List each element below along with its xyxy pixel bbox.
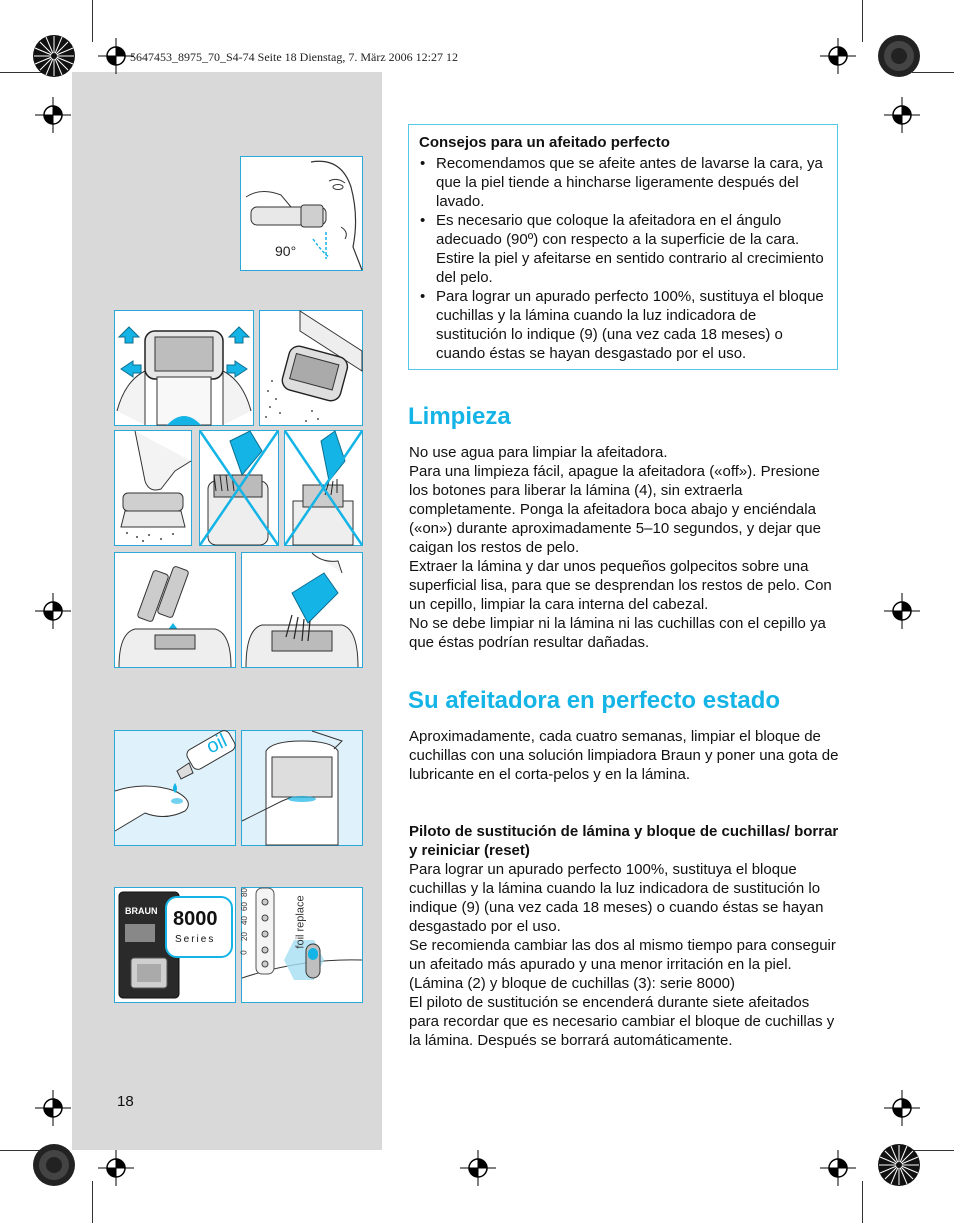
gauge-label-60: 60 <box>239 902 249 911</box>
registration-mark-icon <box>820 1150 856 1186</box>
maintenance-body: Aproximadamente, cada cuatro semanas, limpiar el bloque de cuchillas con una solución limpiadora Braun y poner una gota de lubricante en el corta-pelos y en la lámina. <box>409 728 839 783</box>
registration-mark-icon <box>35 1090 71 1126</box>
tips-title: Consejos para un afeitado perfecto <box>419 134 670 151</box>
trim-mark <box>862 0 863 42</box>
gauge-label-0: 0 <box>239 950 249 955</box>
figure-oil-foil <box>241 730 363 846</box>
trim-mark <box>92 1181 93 1223</box>
registration-mark-icon <box>35 97 71 133</box>
cleaning-heading: Limpieza <box>408 403 511 430</box>
print-header: 5647453_8975_70_S4-74 Seite 18 Dienstag, 7. März 2006 12:27 12 <box>130 50 458 64</box>
starburst-mark-icon <box>877 1143 921 1187</box>
figure-brush-head <box>241 552 363 668</box>
registration-mark-icon <box>460 1150 496 1186</box>
figure-tap-foil <box>114 430 192 546</box>
reset-title: Piloto de sustitución de lámina y bloque de cuchillas/ borrar y reiniciar (reset) <box>409 823 839 859</box>
gauge-label-80: 80 <box>239 888 249 897</box>
page-number: 18 <box>117 1093 134 1110</box>
halftone-mark-icon <box>32 1143 76 1187</box>
registration-mark-icon <box>884 97 920 133</box>
oil-label: oil <box>203 729 231 759</box>
halftone-mark-icon <box>877 34 921 78</box>
figure-remove-cutter <box>114 552 236 668</box>
registration-mark-icon <box>820 38 856 74</box>
trim-mark <box>862 1181 863 1223</box>
tip-item: • Recomendamos que se afeite antes de lavarse la cara, ya que la piel tiende a hincharse ligeramente después del lavado. <box>419 154 827 211</box>
figure-oil-drop <box>114 730 236 846</box>
cleaning-body: No use agua para limpiar la afeitadora. Para una limpieza fácil, apague la afeitadora («off»). Presione los botones para liberar la lámina (4), sin extraerla completamente. Ponga la afeitadora boca abajo y enciéndala («on») durante aproximadamente 5–10 segundos, y dejar que caigan los restos de pelo. Extraer la lámina y dar unos pequeños golpecitos sobre una superficial lisa, para que se desprendan los restos de pelo. Con un cepillo, limpiar la cara interna del cabezal. No se debe limpiar ni la lámina ni las cuchillas con el cepillo ya que éstas podrían resultar dañadas. <box>409 444 832 651</box>
figure-no-brush-foil <box>199 430 279 546</box>
figure-shaver-upside-down <box>259 310 363 426</box>
registration-mark-icon <box>98 1150 134 1186</box>
maintenance-heading: Su afeitadora en perfecto estado <box>408 687 781 714</box>
tip-item: • Para lograr un apurado perfecto 100%, sustituya el bloque cuchillas y la lámina cuando la luz indicadora de sustitución lo indique (9) (una vez cada 18 meses) o cuando éstas se hayan desgastado por el uso. <box>419 287 827 363</box>
angle-label: 90° <box>275 243 297 259</box>
foil-replace-label: foil replace <box>294 895 307 949</box>
registration-mark-icon <box>884 593 920 629</box>
figure-replacement-pack <box>114 887 236 1003</box>
gauge-label-20: 20 <box>239 932 249 941</box>
reset-body: Para lograr un apurado perfecto 100%, sustituya el bloque cuchillas y la lámina cuando la luz indicadora de sustitución lo indique (9) (una vez cada 18 meses) o cuando éstas se hayan desgastado por el uso. Se recomienda cambiar las dos al mismo tiempo para conseguir un afeitado más apurado y una menor irritación en la piel. (Lámina (2) y bloque de cuchillas (3): serie 8000) El piloto de sustitución se encenderá durante siete afeitados para recordar que es necesario cambiar el bloque de cuchillas y la lámina. Después se borrará automáticamente. <box>409 861 836 1049</box>
registration-mark-icon <box>35 593 71 629</box>
gauge-label-40: 40 <box>239 916 249 925</box>
figure-release-foil <box>114 310 254 426</box>
series-number: 8000 <box>173 908 218 930</box>
tips-list <box>419 154 827 363</box>
tip-item: • Es necesario que coloque la afeitadora en el ángulo adecuado (90º) con respecto a la superficie de la cara. Estire la piel y afeitarse en sentido contrario al crecimiento del pelo. <box>419 211 827 287</box>
figure-no-brush-cutter <box>284 430 363 546</box>
figure-foil-replace-indicator <box>241 887 363 1003</box>
starburst-mark-icon <box>32 34 76 78</box>
tips-box <box>408 124 838 370</box>
series-badge <box>165 896 233 958</box>
registration-mark-icon <box>98 38 134 74</box>
trim-mark <box>92 0 93 42</box>
registration-mark-icon <box>884 1090 920 1126</box>
series-word: Series <box>175 934 216 945</box>
brand-logo: BRAUN <box>125 906 158 916</box>
figure-shaving-angle <box>240 156 363 271</box>
